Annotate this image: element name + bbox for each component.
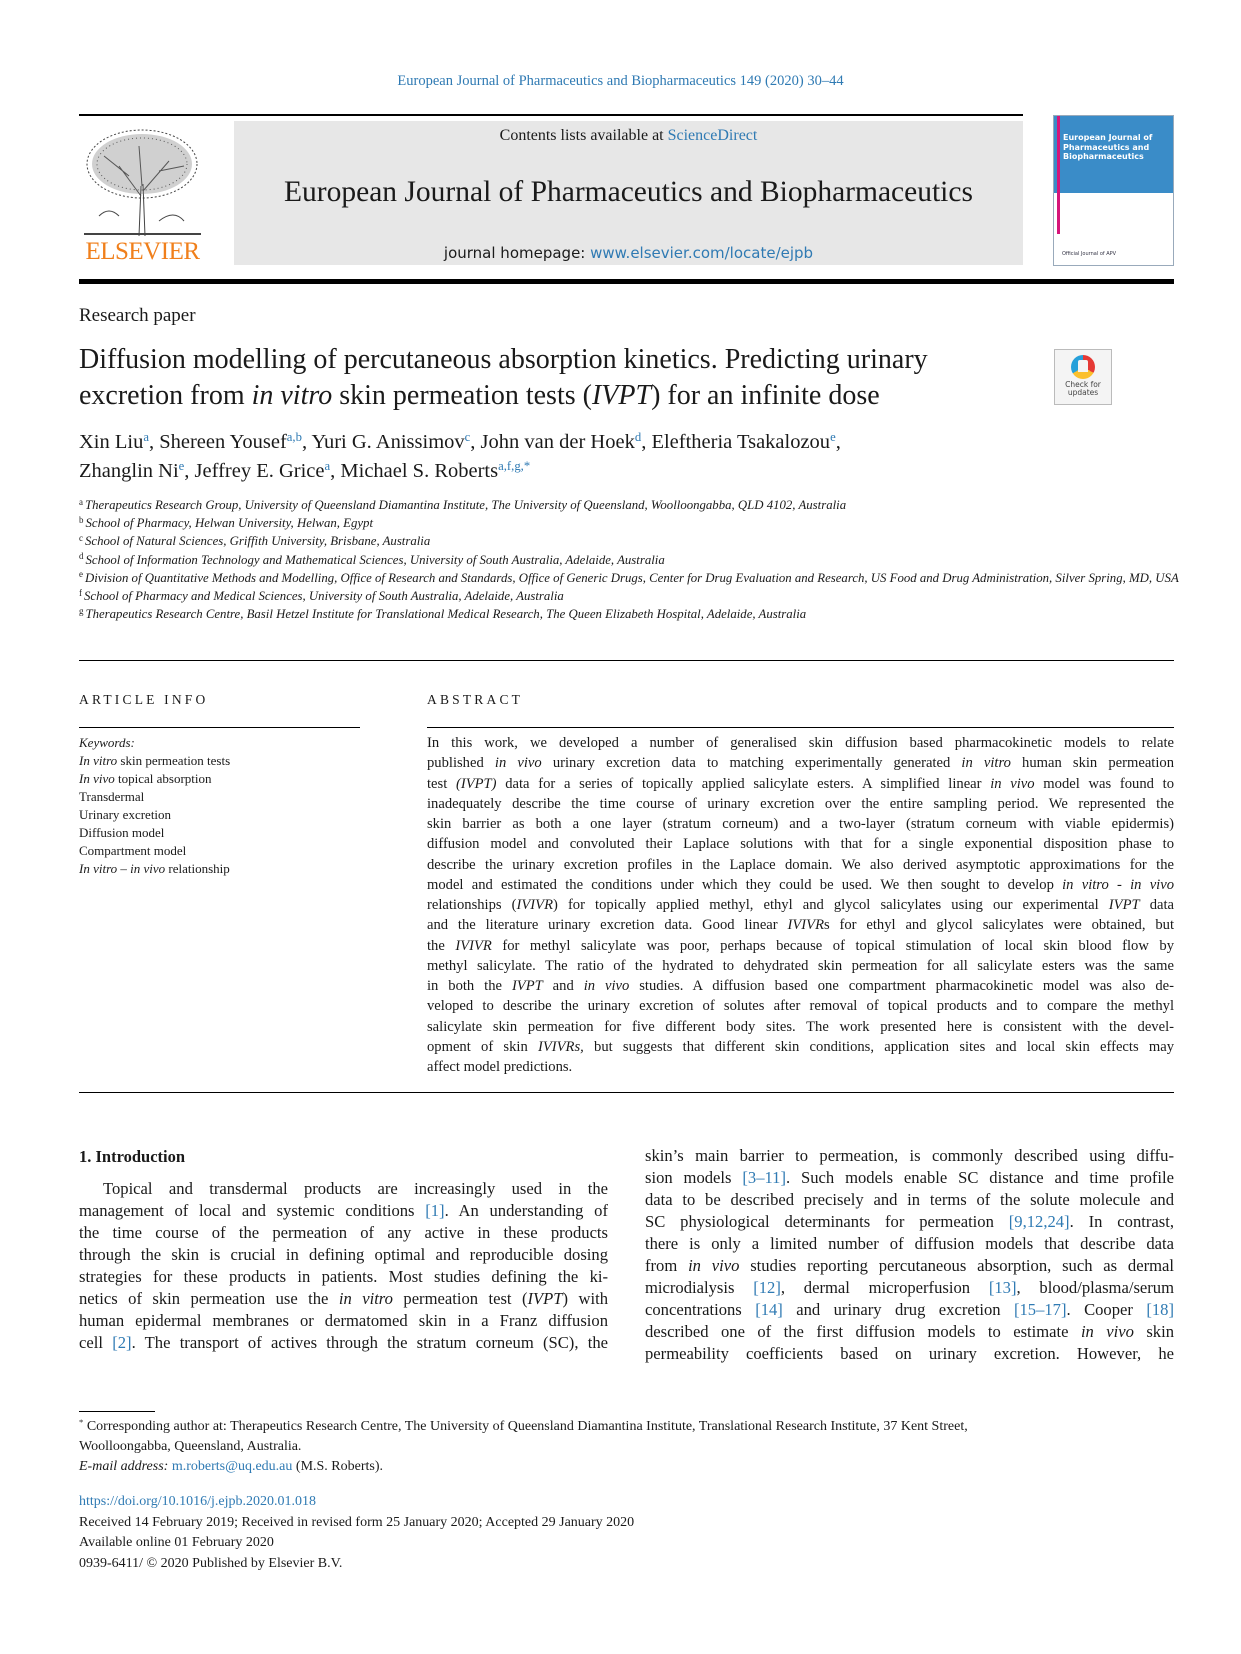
text-line bbox=[427, 936, 1174, 956]
affiliation-text: Division of Quantitative Methods and Modelling, Office of Research and Standards, Office of Generic Drugs, Center for Drug Evaluation and Research, US Food and Drug Administration, Silver Spring, MD, USA bbox=[84, 570, 1179, 585]
crossmark-icon bbox=[1071, 355, 1095, 379]
text-line bbox=[79, 1200, 608, 1222]
reference-link[interactable]: [13] bbox=[988, 1277, 1017, 1297]
text-line bbox=[79, 1222, 608, 1244]
text-span: , John van der Hoek bbox=[470, 431, 635, 453]
text-line bbox=[79, 1244, 608, 1266]
check-for-updates-button[interactable] bbox=[1054, 349, 1112, 405]
text-span: (M.S. Roberts). bbox=[292, 1459, 384, 1474]
text-span: inadequately describe the time course of urinary excretion over the entire sampling period. We represented the bbox=[427, 795, 1174, 812]
text-span: data bbox=[1139, 897, 1174, 913]
text-span: microdialysis bbox=[645, 1277, 754, 1297]
superscript[interactable]: e bbox=[830, 430, 836, 445]
text-span: relationship bbox=[165, 861, 230, 876]
text-span: veloped to describe the urinary excretion of solutes after removal of topical products and to compare the methyl bbox=[427, 998, 1174, 1015]
divider bbox=[79, 660, 1174, 661]
text-span: described one of the first diffusion models to estimate bbox=[645, 1321, 1081, 1341]
text-span: in vitro bbox=[961, 755, 1011, 772]
text-line bbox=[79, 457, 1079, 486]
reference-link[interactable]: [2] bbox=[112, 1332, 132, 1352]
text-span: and bbox=[542, 978, 584, 994]
text-span: relationships ( bbox=[427, 897, 517, 913]
affiliation-f bbox=[79, 587, 1179, 605]
text-span: human skin permeation bbox=[1010, 755, 1174, 772]
text-span: urinary excretion data to matching experimentally generated bbox=[541, 755, 962, 772]
text-line bbox=[427, 794, 1174, 814]
text-span: Diffusion model bbox=[79, 825, 165, 840]
homepage-prefix: journal homepage: bbox=[443, 244, 591, 262]
superscript[interactable]: a bbox=[143, 430, 149, 445]
text-span: data to be described precisely and in terms of the solute molecule and bbox=[645, 1189, 1174, 1209]
text-line bbox=[427, 855, 1174, 875]
text-line bbox=[79, 1178, 608, 1200]
text-span: diffusion model and convoluted their Laplace solutions with that for a single exponential disposition phase to bbox=[427, 836, 1174, 853]
text-line bbox=[427, 1037, 1174, 1057]
text-line bbox=[79, 1457, 1174, 1477]
text-span: IVIVRs, bbox=[538, 1038, 584, 1055]
intro-column-right bbox=[645, 1145, 1174, 1365]
received-dates: Received 14 February 2019; Received in revised form 25 January 2020; Accepted 29 January 2020 bbox=[79, 1514, 635, 1530]
text-line bbox=[79, 752, 230, 770]
text-span: in vitro bbox=[338, 1288, 393, 1308]
text-line bbox=[427, 915, 1174, 935]
text-line bbox=[79, 1310, 608, 1332]
text-span: , Eleftheria Tsakalozou bbox=[641, 431, 831, 453]
superscript[interactable]: a bbox=[324, 459, 331, 474]
text-line bbox=[645, 1277, 1174, 1299]
text-line bbox=[79, 860, 230, 878]
text-span: strategies for these products in patients. Most studies defining the ki- bbox=[79, 1266, 608, 1286]
text-line bbox=[427, 1057, 1174, 1077]
text-span: through the skin is crucial in defining optimal and reproducible dosing bbox=[79, 1244, 608, 1264]
text-span: Diffusion modelling of percutaneous absorption kinetics. Predicting urinary bbox=[79, 344, 928, 375]
text-span: for methyl salicylate was poor, perhaps because of topical stimulation of local skin blood flow by bbox=[491, 937, 1174, 954]
text-span: IVPT bbox=[527, 1288, 563, 1308]
text-span: (IVPT) bbox=[455, 775, 497, 792]
text-line bbox=[427, 733, 1174, 753]
abstract-heading: ABSTRACT bbox=[427, 692, 524, 707]
affiliation-text: School of Pharmacy and Medical Sciences, University of South Australia, Adelaide, Australia bbox=[83, 589, 564, 604]
text-line bbox=[645, 1343, 1174, 1365]
text-span: , bbox=[835, 431, 841, 453]
abstract-rule bbox=[427, 727, 1174, 728]
text-line bbox=[427, 1017, 1174, 1037]
text-line bbox=[427, 996, 1174, 1016]
affiliation-text: Therapeutics Research Centre, Basil Hetzel Institute for Translational Medical Research, The Queen Elizabeth Hospital, Adelaide, Australia bbox=[85, 607, 807, 622]
text-span: Xin Liu bbox=[79, 431, 144, 453]
text-span: in vivo bbox=[688, 1255, 740, 1275]
affiliation-text: Therapeutics Research Group, University of Queensland Diamantina Institute, The University of Queensland, Woolloongabba, QLD 4102, Australia bbox=[84, 498, 847, 512]
text-line bbox=[79, 1288, 608, 1310]
text-span: skin permeation tests ( bbox=[332, 380, 592, 411]
text-span: , dermal microperfusion bbox=[780, 1277, 989, 1297]
text-line bbox=[79, 1266, 608, 1288]
text-span: in vivo bbox=[1080, 1321, 1134, 1341]
text-span: SC physiological determinants for permeation bbox=[645, 1211, 1009, 1231]
text-span: there is only a limited number of diffusion models that describe data bbox=[645, 1233, 1174, 1253]
header-thick-rule bbox=[79, 279, 1174, 284]
text-span: cell bbox=[79, 1332, 113, 1352]
text-line bbox=[645, 1321, 1174, 1343]
text-line bbox=[79, 770, 230, 788]
text-line bbox=[645, 1255, 1174, 1277]
reference-link[interactable]: [14] bbox=[755, 1299, 783, 1319]
text-line bbox=[79, 788, 230, 806]
contents-prefix: Contents lists available at bbox=[499, 127, 668, 144]
text-span: in vivo bbox=[990, 775, 1035, 792]
cover-stripe bbox=[1057, 116, 1060, 234]
superscript[interactable]: a,b bbox=[286, 430, 302, 445]
text-span: human epidermal membranes or dermatomed skin in a Franz diffusion bbox=[79, 1310, 608, 1330]
text-span: Corresponding author at: Therapeutics Research Centre, The University of Queensland Diamantina Institute, Translational Research Institute, 37 Kent Street, bbox=[83, 1419, 968, 1434]
text-span: . Such models enable SC distance and time profile bbox=[786, 1167, 1174, 1187]
contents-line bbox=[234, 127, 1023, 145]
text-span: ) for an infinite dose bbox=[651, 380, 880, 411]
text-line bbox=[79, 1417, 1174, 1437]
text-span: data for a series of topically applied salicylate esters. A simplified linear bbox=[496, 775, 991, 792]
affiliation-label: g bbox=[79, 605, 84, 616]
text-span: opment of skin bbox=[427, 1038, 538, 1055]
text-span: In vivo bbox=[79, 771, 115, 786]
text-line bbox=[645, 1167, 1174, 1189]
abstract-text bbox=[427, 733, 1174, 1077]
reference-link[interactable]: [9,12,24] bbox=[1008, 1211, 1070, 1231]
text-span: in both the bbox=[427, 978, 512, 994]
text-line bbox=[645, 1299, 1174, 1321]
text-span: methyl salicylate. The ratio of the hydrated to dehydrated skin permeation for all salicylate esters was the same bbox=[427, 957, 1174, 974]
copyright: 0939-6411/ © 2020 Published by Elsevier B.V. bbox=[79, 1555, 343, 1571]
text-line bbox=[645, 1145, 1174, 1167]
text-line bbox=[79, 1332, 608, 1354]
text-line bbox=[79, 806, 230, 824]
text-line bbox=[79, 1437, 1174, 1457]
text-line bbox=[645, 1233, 1174, 1255]
check-updates-label: Check for updates bbox=[1065, 380, 1101, 397]
text-line bbox=[79, 842, 230, 860]
text-span: model was found to bbox=[1034, 775, 1174, 792]
text-line bbox=[427, 834, 1174, 854]
text-span: Urinary excretion bbox=[79, 807, 172, 822]
text-line bbox=[427, 814, 1174, 834]
text-span: , Yuri G. Anissimov bbox=[301, 431, 465, 453]
text-line bbox=[79, 428, 1079, 457]
text-span: IVPT bbox=[591, 380, 652, 411]
text-span: salicylate skin permeation for five different body sites. The work presented here is consistent with the devel- bbox=[427, 1018, 1174, 1035]
article-dates bbox=[79, 1492, 634, 1574]
article-info-rule bbox=[79, 727, 360, 728]
text-span: skin permeation tests bbox=[117, 753, 231, 768]
text-span: in vivo bbox=[494, 755, 542, 772]
text-span: and urinary drug excretion bbox=[782, 1299, 1014, 1319]
text-span: in vitro bbox=[251, 380, 333, 411]
text-span: topical absorption bbox=[114, 771, 212, 786]
text-span: , Michael S. Roberts bbox=[330, 460, 499, 482]
text-span: , blood/plasma/serum bbox=[1016, 1277, 1174, 1297]
text-span: in vitro - in vivo bbox=[1062, 876, 1174, 893]
text-span: in vivo bbox=[583, 978, 630, 994]
reference-link[interactable]: [15–17] bbox=[1013, 1299, 1067, 1319]
affiliation-b bbox=[79, 514, 1179, 532]
text-span: E-mail address: bbox=[79, 1459, 169, 1474]
reference-link[interactable]: m.roberts@uq.edu.au bbox=[171, 1459, 293, 1474]
text-span: studies. A diffusion based one compartment pharmacokinetic model was also de- bbox=[629, 978, 1174, 994]
reference-link[interactable]: [1] bbox=[425, 1200, 445, 1220]
reference-link[interactable]: [12] bbox=[753, 1277, 781, 1297]
affiliation-label: f bbox=[79, 587, 82, 598]
text-span: . An understanding of bbox=[444, 1200, 608, 1220]
text-line bbox=[645, 1211, 1174, 1233]
affiliation-text: School of Natural Sciences, Griffith University, Brisbane, Australia bbox=[84, 534, 431, 549]
affiliation-c bbox=[79, 532, 1179, 550]
affiliation-g bbox=[79, 605, 1179, 623]
intro-column-left bbox=[79, 1178, 608, 1354]
article-type: Research paper bbox=[79, 305, 196, 326]
text-span: model and estimated the conditions under which they could be used. We then sought to develop bbox=[427, 876, 1063, 893]
text-span: In this work, we developed a number of generalised skin diffusion based pharmacokinetic models to relate bbox=[427, 735, 1174, 751]
text-line bbox=[427, 774, 1174, 794]
affiliation-label: a bbox=[79, 496, 83, 507]
affiliation-label: b bbox=[79, 514, 84, 525]
section-heading: 1. Introduction bbox=[79, 1147, 186, 1166]
text-span: describe the urinary excretion profiles in the Laplace domain. We also derived asymptotic approximations for the bbox=[427, 856, 1174, 873]
superscript: * bbox=[79, 1417, 84, 1428]
text-span: In vitro bbox=[79, 753, 118, 768]
footnote-rule bbox=[79, 1411, 155, 1412]
affiliation-text: School of Information Technology and Mathematical Sciences, University of South Australia, Adelaide, Australia bbox=[85, 552, 665, 567]
keywords-label: Keywords: bbox=[79, 735, 135, 750]
text-span: permeation test ( bbox=[392, 1288, 528, 1308]
text-span: the bbox=[427, 937, 456, 954]
article-info-heading: ARTICLE INFO bbox=[79, 692, 209, 707]
text-span: studies reporting percutaneous absorption, such as dermal bbox=[739, 1255, 1174, 1275]
text-span: ) for topically applied methyl, ethyl and glycol salicylates using our experimental bbox=[553, 897, 1109, 913]
superscript[interactable]: d bbox=[634, 430, 642, 445]
text-span: Transdermal bbox=[79, 789, 145, 804]
cover-title: European Journal of Pharmaceutics and Biopharmaceutics bbox=[1063, 133, 1153, 161]
text-line bbox=[427, 753, 1174, 773]
superscript[interactable]: e bbox=[178, 459, 185, 474]
affiliation-label: e bbox=[79, 569, 83, 580]
text-span: excretion from bbox=[79, 380, 252, 411]
homepage-link[interactable]: www.elsevier.com/locate/ejpb bbox=[590, 244, 814, 262]
text-line bbox=[79, 824, 230, 842]
text-line bbox=[427, 976, 1174, 996]
affiliation-a bbox=[79, 496, 1179, 514]
doi-link[interactable]: https://doi.org/10.1016/j.ejpb.2020.01.018 bbox=[79, 1494, 316, 1509]
text-span: netics of skin permeation use the bbox=[79, 1288, 339, 1308]
text-span: permeability coefficients based on urinary excretion. However, he bbox=[645, 1343, 1174, 1363]
text-span: . The transport of actives through the stratum corneum (SC), the bbox=[131, 1332, 608, 1352]
elsevier-logo bbox=[79, 126, 206, 266]
text-span: but suggests that different skin conditions, application sites and local skin effects may bbox=[583, 1038, 1174, 1055]
text-span: IVIVR bbox=[787, 917, 824, 934]
text-line bbox=[427, 895, 1174, 915]
sciencedirect-link[interactable]: ScienceDirect bbox=[667, 127, 758, 144]
journal-cover[interactable] bbox=[1053, 115, 1174, 266]
text-line bbox=[645, 1189, 1174, 1211]
text-span: IVIVR bbox=[455, 937, 492, 954]
elsevier-tree-icon bbox=[79, 126, 206, 238]
text-span: , Jeffrey E. Grice bbox=[184, 460, 325, 482]
header-rule bbox=[79, 114, 1023, 116]
text-span: affect model predictions. bbox=[427, 1059, 573, 1075]
text-span: published bbox=[427, 755, 495, 772]
divider bbox=[79, 1092, 1174, 1093]
text-span: , Shereen Yousef bbox=[148, 431, 287, 453]
text-span: Topical and transdermal products are increasingly used in the bbox=[103, 1179, 608, 1198]
affiliation-text: School of Pharmacy, Helwan University, Helwan, Egypt bbox=[85, 516, 374, 531]
text-span: the time course of the permeation of any active in these products bbox=[79, 1222, 608, 1242]
superscript[interactable]: a,f,g,* bbox=[498, 459, 531, 474]
reference-link[interactable]: [3–11] bbox=[742, 1167, 786, 1187]
text-span: skin’s main barrier to permeation, is commonly described using diffu- bbox=[645, 1146, 1174, 1165]
text-span: IVPT bbox=[511, 978, 543, 994]
text-span: sion models bbox=[645, 1167, 743, 1187]
text-line bbox=[79, 378, 1039, 414]
text-span: and the literature urinary excretion data. Good linear bbox=[427, 917, 788, 934]
text-line bbox=[427, 875, 1174, 895]
text-line bbox=[79, 342, 1039, 378]
author-list bbox=[79, 428, 1079, 486]
affiliations bbox=[79, 496, 1179, 623]
journal-title: European Journal of Pharmaceutics and Biopharmaceutics bbox=[284, 176, 973, 208]
text-span: concentrations bbox=[645, 1299, 756, 1319]
available-online: Available online 01 February 2020 bbox=[79, 1535, 274, 1550]
text-span: test bbox=[427, 775, 456, 792]
reference-link[interactable]: [18] bbox=[1146, 1299, 1174, 1319]
text-span: . In contrast, bbox=[1069, 1211, 1174, 1231]
affiliation-label: d bbox=[79, 551, 84, 562]
text-span: ) with bbox=[562, 1288, 608, 1308]
text-span: s for ethyl and glycol salicylates were obtained, but bbox=[823, 917, 1174, 934]
superscript[interactable]: c bbox=[464, 430, 471, 445]
text-span: IVIVR bbox=[516, 897, 553, 913]
journal-homepage bbox=[234, 244, 1023, 262]
text-span: Compartment model bbox=[79, 843, 187, 858]
keywords bbox=[79, 734, 230, 878]
cover-footer: Official Journal of APV bbox=[1062, 251, 1117, 257]
text-span: IVPT bbox=[1108, 897, 1140, 913]
affiliation-d bbox=[79, 551, 1179, 569]
text-span: Zhanglin Ni bbox=[79, 460, 179, 482]
text-span: In vitro – in vivo bbox=[79, 861, 166, 876]
article-title bbox=[79, 342, 1039, 414]
keyword-list bbox=[79, 752, 230, 878]
affiliation-label: c bbox=[79, 532, 83, 543]
text-span: from bbox=[645, 1255, 689, 1275]
text-span: skin barrier as both a one layer (stratum corneum) and a two-layer (stratum corneum with viable epidermis) bbox=[427, 816, 1174, 832]
text-span: Woolloongabba, Queensland, Australia. bbox=[79, 1439, 302, 1454]
text-span: management of local and systemic conditions bbox=[79, 1200, 426, 1220]
affiliation-e bbox=[79, 569, 1179, 587]
elsevier-wordmark: ELSEVIER bbox=[85, 238, 200, 265]
text-span: skin bbox=[1133, 1321, 1174, 1341]
corresponding-author-footnote bbox=[79, 1417, 1174, 1477]
journal-citation[interactable]: European Journal of Pharmaceutics and Biopharmaceutics 149 (2020) 30–44 bbox=[397, 73, 844, 89]
text-span: . Cooper bbox=[1066, 1299, 1147, 1319]
text-line bbox=[427, 956, 1174, 976]
